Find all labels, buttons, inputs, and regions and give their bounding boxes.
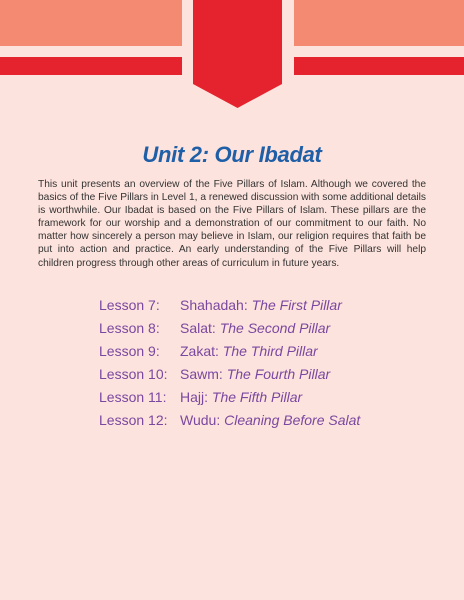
lesson-item-8	[99, 316, 439, 339]
lesson-name: Sawm:	[180, 365, 223, 382]
lesson-number: Lesson 9:	[99, 342, 160, 359]
header-stripe-right	[294, 57, 464, 75]
lesson-title	[180, 389, 302, 405]
lesson-number: Lesson 11:	[99, 388, 167, 405]
header-block-left	[0, 0, 182, 46]
lesson-subtitle: The Fifth Pillar	[211, 388, 303, 405]
lesson-title	[180, 343, 318, 359]
lesson-name: Zakat:	[180, 342, 219, 359]
lesson-list	[99, 293, 439, 431]
lesson-title	[180, 412, 360, 428]
ribbon-chevron	[193, 0, 282, 108]
header-block-right	[294, 0, 464, 46]
unit-title: Unit 2: Our Ibadat	[142, 142, 322, 167]
lesson-name: Hajj:	[180, 388, 209, 405]
unit-intro-paragraph: This unit presents an overview of the Five Pillars of Islam. Although we covered the basics of the Five Pillars in Level 1, a renewed discussion with some additional details is worthwhile. Our Ibadat is based on the Five Pillars of Islam. These pillars are the framework for our worship and a demonstration of our commitment to our faith. No matter how sincerely a person may believe in Islam, our religion requires that faith be put into action and practice. An early understanding of the Five Pillars will help children progress through other areas of curriculum in future years.	[38, 179, 426, 269]
lesson-name: Wudu:	[180, 411, 221, 428]
lesson-subtitle: The Second Pillar	[219, 319, 331, 336]
lesson-title	[180, 320, 330, 336]
lesson-item-10	[99, 362, 439, 385]
lesson-subtitle: The First Pillar	[251, 296, 342, 313]
lesson-number: Lesson 8:	[99, 319, 160, 336]
lesson-name: Shahadah:	[180, 296, 248, 313]
lesson-subtitle: Cleaning Before Salat	[224, 411, 361, 428]
header-stripe-left	[0, 57, 182, 75]
lesson-number: Lesson 12:	[99, 411, 168, 428]
lesson-item-11	[99, 385, 439, 408]
lesson-item-12	[99, 408, 439, 431]
lesson-subtitle: The Third Pillar	[222, 342, 318, 359]
lesson-subtitle: The Fourth Pillar	[226, 365, 331, 382]
lesson-name: Salat:	[180, 319, 216, 336]
lesson-item-9	[99, 339, 439, 362]
lesson-item-7	[99, 293, 439, 316]
lesson-number: Lesson 7:	[99, 296, 160, 313]
lesson-number: Lesson 10:	[99, 365, 168, 382]
lesson-title	[180, 297, 342, 313]
header-ribbon-banner	[0, 0, 464, 112]
lesson-title	[180, 366, 330, 382]
